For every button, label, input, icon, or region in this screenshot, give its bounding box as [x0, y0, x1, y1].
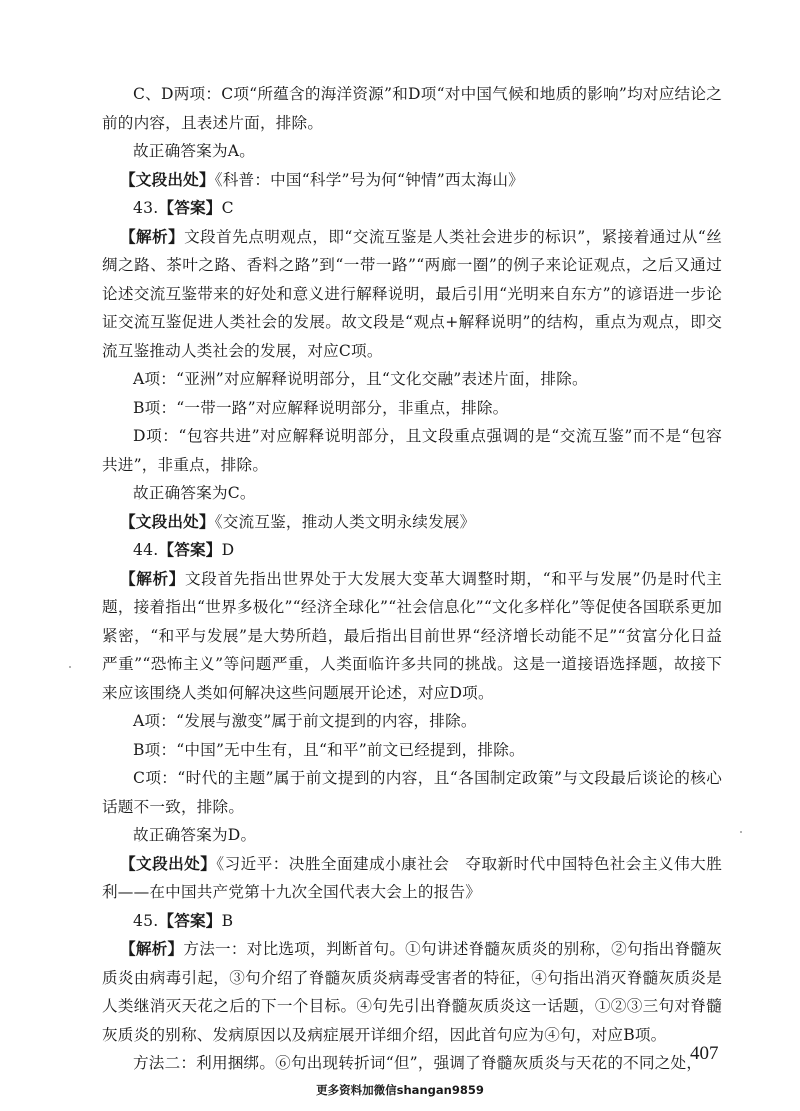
analysis-paragraph	[102, 223, 722, 366]
analysis-text: 方法一：对比选项，判断首句。①句讲述脊髓灰质炎的别称，②句指出脊髓灰质炎由病毒引起，③句介绍了脊髓灰质炎病毒受害者的特征，④句指出消灭脊髓灰质炎是人类继消灭天花之后的下一个目标。④句先引出脊髓灰质炎这一话题，①②③三句对脊髓灰质炎的别称、发病原因以及病症展开详细介绍，因此首句应为④句，对应B项。	[102, 940, 722, 1044]
scan-speck	[69, 666, 71, 668]
question-43-answer	[102, 194, 722, 223]
option-a-note: A项：“亚洲”对应解释说明部分，且“文化交融”表述片面，排除。	[133, 370, 588, 388]
source-tag: 【文段出处】	[120, 853, 217, 873]
option-d-note: D项：“包容共进”对应解释说明部分，且文段重点强调的是“交流互鉴”而不是“包容共进”，非重点，排除。	[102, 427, 722, 474]
source-line	[102, 508, 722, 537]
answer-tag: 【答案】	[158, 198, 222, 217]
source-tag: 【文段出处】	[120, 511, 215, 531]
source-text: 《习近平：决胜全面建成小康社会 夺取新时代中国特色社会主义伟大胜利——在中国共产党第十九次全国代表大会上的报告》	[102, 854, 722, 901]
answer-tag: 【答案】	[158, 540, 222, 559]
analysis-tag: 【解析】	[120, 939, 184, 958]
question-45-answer	[102, 907, 722, 936]
source-tag: 【文段出处】	[120, 169, 215, 189]
analysis-tag: 【解析】	[120, 226, 185, 246]
paragraph-options-cd: C、D两项：C项“所蕴含的海洋资源”和D项“对中国气候和地质的影响”均对应结论之前的内容，且表述片面，排除。	[102, 85, 722, 132]
option-c-note: C项：“时代的主题”属于前文提到的内容，且“各国制定政策”与文段最后谈论的核心话题不一致，排除。	[102, 769, 722, 816]
question-44-answer	[102, 536, 722, 565]
answer-conclusion: 故正确答案为D。	[133, 826, 257, 844]
option-b-note: B项：“一带一路”对应解释说明部分，非重点，排除。	[133, 398, 509, 417]
source-text: 《交流互鉴，推动人类文明永续发展》	[214, 512, 476, 531]
analysis-paragraph	[102, 935, 722, 1049]
analysis-paragraph	[102, 565, 722, 708]
option-b-note: B项：“中国”无中生有，且“和平”前文已经提到，排除。	[133, 740, 525, 759]
answer-letter: C	[221, 199, 234, 217]
answer-conclusion: 故正确答案为C。	[133, 484, 256, 502]
source-text: 《科普：中国“科学”号为何“钟情”西太海山》	[214, 170, 524, 189]
answer-letter: B	[221, 911, 234, 930]
page-number: 407	[690, 1043, 719, 1064]
scan-speck	[740, 831, 742, 833]
analysis-tag: 【解析】	[120, 568, 186, 588]
question-number: 45.	[133, 911, 159, 930]
analysis-text: 文段首先指出世界处于大发展大变革大调整时期，“和平与发展”仍是时代主题，接着指出“世界多极化”“经济全球化”“社会信息化”“文化多样化”等促使各国联系更加紧密，“和平与发展”是大势所趋，最后指出目前世界“经济增长动能不足”“贫富分化日益严重”“恐怖主义”等问题严重，人类面临许多共同的挑战。这是一道接语选择题，故接下来应该围绕人类如何解决这些问题展开论述，对应D项。	[102, 569, 722, 702]
option-a-note: A项：“发展与激变”属于前文提到的内容，排除。	[133, 712, 477, 730]
footer-note: 更多资料加微信shangan9859	[316, 1083, 484, 1097]
question-number: 43.	[133, 199, 159, 217]
answer-conclusion: 故正确答案为A。	[133, 142, 256, 160]
source-line	[102, 850, 722, 907]
question-number: 44.	[133, 541, 159, 559]
analysis-text: 文段首先点明观点，即“交流互鉴是人类社会进步的标识”，紧接着通过从“丝绸之路、茶叶之路、香料之路”到“一带一路”“两廊一圈”的例子来论证观点，之后又通过论述交流互鉴带来的好处和意义进行解释说明，最后引用“光明来自东方”的谚语进一步论证交流互鉴促进人类社会的发展。故文段是“观点+解释说明”的结构，重点为观点，即交流互鉴推动人类社会的发展，对应C项。	[102, 227, 722, 360]
answer-tag: 【答案】	[158, 910, 222, 930]
source-line	[102, 166, 722, 195]
answer-letter: D	[221, 541, 235, 559]
page-body	[102, 80, 722, 1078]
method-two-paragraph: 方法二：利用捆绑。⑥句出现转折词“但”，强调了脊髓灰质炎与天花的不同之处，	[133, 1054, 703, 1072]
